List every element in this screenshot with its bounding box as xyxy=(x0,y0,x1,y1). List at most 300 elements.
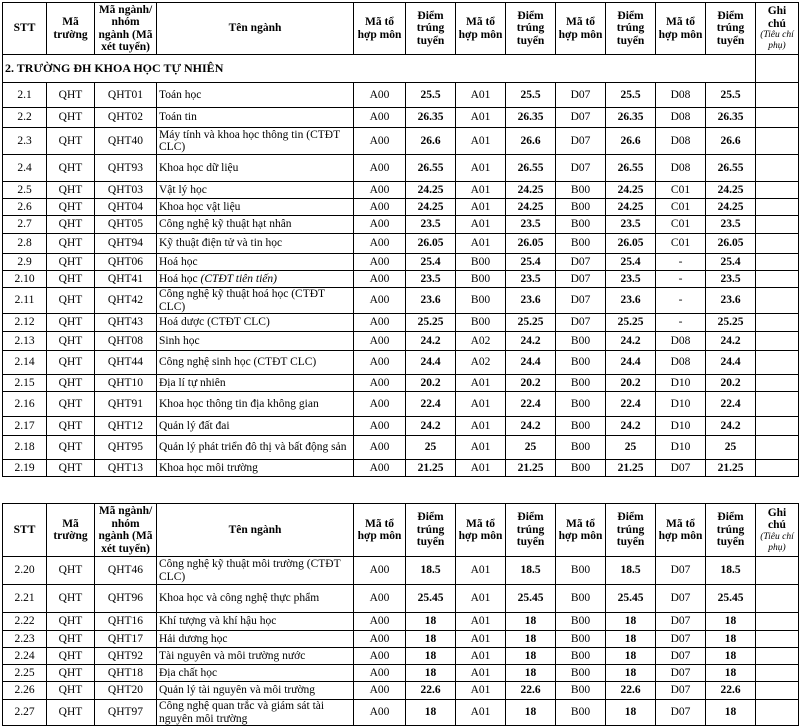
major-code-cell: QHT03 xyxy=(95,182,157,199)
header-major-code: Mã ngành/ nhóm ngành (Mã xét tuyển) xyxy=(95,3,157,55)
combo-1-cell: A00 xyxy=(354,234,406,254)
score-3-cell: 24.25 xyxy=(606,199,656,216)
score-2-cell: 26.55 xyxy=(506,155,556,182)
stt-cell: 2.15 xyxy=(3,375,47,392)
combo-4-cell: D08 xyxy=(656,351,706,375)
combo-3-cell: D07 xyxy=(556,128,606,155)
major-name-cell: Công nghệ kỹ thuật môi trường (CTĐT CLC) xyxy=(157,557,354,585)
header-combo-3: Mã tổ hợp môn xyxy=(556,504,606,557)
major-code-cell: QHT04 xyxy=(95,199,157,216)
table-row xyxy=(3,700,799,726)
header-score-2: Điểm trúng tuyển xyxy=(506,3,556,55)
combo-4-cell: D07 xyxy=(656,682,706,700)
stt-cell: 2.23 xyxy=(3,631,47,648)
combo-2-cell: A01 xyxy=(456,436,506,460)
major-code-cell: QHT95 xyxy=(95,436,157,460)
note-cell xyxy=(756,254,799,271)
school-code-cell: QHT xyxy=(47,375,95,392)
combo-1-cell: A00 xyxy=(354,216,406,234)
combo-4-cell: D07 xyxy=(656,648,706,665)
score-2-cell: 26.35 xyxy=(506,108,556,128)
combo-4-cell: C01 xyxy=(656,182,706,199)
score-3-cell: 24.2 xyxy=(606,417,656,436)
stt-cell: 2.9 xyxy=(3,254,47,271)
major-code-cell: QHT42 xyxy=(95,288,157,314)
score-3-cell: 26.05 xyxy=(606,234,656,254)
table-row xyxy=(3,375,799,392)
combo-2-cell: A01 xyxy=(456,417,506,436)
score-1-cell: 22.6 xyxy=(406,682,456,700)
combo-2-cell: A01 xyxy=(456,375,506,392)
combo-2-cell: A01 xyxy=(456,665,506,682)
combo-1-cell: A00 xyxy=(354,83,406,108)
major-code-cell: QHT12 xyxy=(95,417,157,436)
combo-3-cell: B00 xyxy=(556,234,606,254)
major-name-cell: Máy tính và khoa học thông tin (CTĐT CLC) xyxy=(157,128,354,155)
combo-1-cell: A00 xyxy=(354,182,406,199)
combo-2-cell: A02 xyxy=(456,351,506,375)
score-4-cell: 18 xyxy=(706,665,756,682)
table-row xyxy=(3,182,799,199)
score-2-cell: 22.6 xyxy=(506,682,556,700)
score-4-cell: 24.25 xyxy=(706,199,756,216)
table-row xyxy=(3,288,799,314)
score-4-cell: 18 xyxy=(706,631,756,648)
school-code-cell: QHT xyxy=(47,199,95,216)
score-1-cell: 20.2 xyxy=(406,375,456,392)
combo-4-cell: D07 xyxy=(656,613,706,631)
combo-1-cell: A00 xyxy=(354,128,406,155)
combo-4-cell: - xyxy=(656,254,706,271)
major-code-cell: QHT02 xyxy=(95,108,157,128)
note-cell xyxy=(756,271,799,288)
score-2-cell: 18 xyxy=(506,648,556,665)
combo-3-cell: D07 xyxy=(556,108,606,128)
score-1-cell: 24.25 xyxy=(406,182,456,199)
score-2-cell: 23.6 xyxy=(506,288,556,314)
major-name-cell: Kỹ thuật điện tử và tin học xyxy=(157,234,354,254)
table-row xyxy=(3,234,799,254)
combo-2-cell: A01 xyxy=(456,682,506,700)
combo-4-cell: D08 xyxy=(656,332,706,351)
score-1-cell: 18 xyxy=(406,648,456,665)
combo-3-cell: D07 xyxy=(556,288,606,314)
score-2-cell: 24.25 xyxy=(506,182,556,199)
header-combo-1: Mã tổ hợp môn xyxy=(354,3,406,55)
score-2-cell: 24.2 xyxy=(506,417,556,436)
table-row xyxy=(3,436,799,460)
combo-4-cell: D07 xyxy=(656,631,706,648)
school-code-cell: QHT xyxy=(47,108,95,128)
header-note-title: Ghi chú xyxy=(767,506,787,531)
combo-1-cell: A00 xyxy=(354,585,406,613)
score-1-cell: 25 xyxy=(406,436,456,460)
score-2-cell: 26.05 xyxy=(506,234,556,254)
table-row xyxy=(3,199,799,216)
header-combo-2: Mã tổ hợp môn xyxy=(456,3,506,55)
score-4-cell: 24.4 xyxy=(706,351,756,375)
combo-3-cell: B00 xyxy=(556,613,606,631)
note-cell xyxy=(756,288,799,314)
table-row xyxy=(3,216,799,234)
score-1-cell: 18.5 xyxy=(406,557,456,585)
score-4-cell: 26.35 xyxy=(706,108,756,128)
stt-cell: 2.27 xyxy=(3,700,47,726)
score-1-cell: 23.6 xyxy=(406,288,456,314)
table-row xyxy=(3,585,799,613)
combo-1-cell: A00 xyxy=(354,254,406,271)
major-name-cell: Toán học xyxy=(157,83,354,108)
score-2-cell: 24.4 xyxy=(506,351,556,375)
score-4-cell: 26.55 xyxy=(706,155,756,182)
school-code-cell: QHT xyxy=(47,314,95,332)
combo-2-cell: A01 xyxy=(456,128,506,155)
school-code-cell: QHT xyxy=(47,392,95,417)
major-code-cell: QHT96 xyxy=(95,585,157,613)
score-2-cell: 18 xyxy=(506,665,556,682)
combo-2-cell: B00 xyxy=(456,254,506,271)
score-4-cell: 18 xyxy=(706,648,756,665)
combo-1-cell: A00 xyxy=(354,271,406,288)
score-2-cell: 25.25 xyxy=(506,314,556,332)
header-note xyxy=(756,504,799,557)
score-1-cell: 25.25 xyxy=(406,314,456,332)
combo-4-cell: D08 xyxy=(656,108,706,128)
school-code-cell: QHT xyxy=(47,216,95,234)
note-cell xyxy=(756,182,799,199)
header-note-sub: (Tiêu chí phụ) xyxy=(760,30,794,51)
table-row xyxy=(3,83,799,108)
header-row xyxy=(3,3,799,55)
table-row xyxy=(3,557,799,585)
score-3-cell: 23.6 xyxy=(606,288,656,314)
header-combo-3: Mã tổ hợp môn xyxy=(556,3,606,55)
table-row xyxy=(3,351,799,375)
score-3-cell: 22.6 xyxy=(606,682,656,700)
major-code-cell: QHT18 xyxy=(95,665,157,682)
score-4-cell: 18 xyxy=(706,700,756,726)
header-note-sub: (Tiêu chí phụ) xyxy=(760,531,794,553)
stt-cell: 2.20 xyxy=(3,557,47,585)
score-4-cell: 24.25 xyxy=(706,182,756,199)
section-row xyxy=(3,55,799,83)
major-code-cell: QHT13 xyxy=(95,460,157,477)
header-score-3: Điểm trúng tuyển xyxy=(606,3,656,55)
table-row xyxy=(3,460,799,477)
combo-2-cell: B00 xyxy=(456,271,506,288)
score-1-cell: 24.2 xyxy=(406,332,456,351)
note-cell xyxy=(756,417,799,436)
school-code-cell: QHT xyxy=(47,128,95,155)
note-cell xyxy=(756,155,799,182)
combo-3-cell: B00 xyxy=(556,557,606,585)
note-cell xyxy=(756,351,799,375)
table-row xyxy=(3,314,799,332)
combo-3-cell: B00 xyxy=(556,351,606,375)
school-code-cell: QHT xyxy=(47,351,95,375)
combo-1-cell: A00 xyxy=(354,631,406,648)
major-code-cell: QHT06 xyxy=(95,254,157,271)
combo-2-cell: A01 xyxy=(456,199,506,216)
score-3-cell: 18 xyxy=(606,665,656,682)
combo-3-cell: B00 xyxy=(556,648,606,665)
table-row xyxy=(3,392,799,417)
score-1-cell: 21.25 xyxy=(406,460,456,477)
score-4-cell: 25.4 xyxy=(706,254,756,271)
header-major-name: Tên ngành xyxy=(157,504,354,557)
combo-3-cell: B00 xyxy=(556,332,606,351)
stt-cell: 2.10 xyxy=(3,271,47,288)
major-name-cell: Quản lý phát triển đô thị và bất động sản xyxy=(157,436,354,460)
combo-4-cell: C01 xyxy=(656,216,706,234)
major-code-cell: QHT40 xyxy=(95,128,157,155)
combo-3-cell: B00 xyxy=(556,216,606,234)
score-4-cell: 24.2 xyxy=(706,332,756,351)
note-cell xyxy=(756,128,799,155)
header-combo-4: Mã tổ hợp môn xyxy=(656,504,706,557)
combo-1-cell: A00 xyxy=(354,682,406,700)
major-code-cell: QHT10 xyxy=(95,375,157,392)
combo-1-cell: A00 xyxy=(354,351,406,375)
section-title: 2. TRƯỜNG ĐH KHOA HỌC TỰ NHIÊN xyxy=(3,55,756,83)
note-cell xyxy=(756,199,799,216)
table-row xyxy=(3,417,799,436)
combo-2-cell: A01 xyxy=(456,460,506,477)
score-2-cell: 25.5 xyxy=(506,83,556,108)
combo-2-cell: A01 xyxy=(456,155,506,182)
header-combo-1: Mã tổ hợp môn xyxy=(354,504,406,557)
combo-3-cell: B00 xyxy=(556,199,606,216)
table-row xyxy=(3,254,799,271)
combo-3-cell: D07 xyxy=(556,254,606,271)
combo-2-cell: A01 xyxy=(456,648,506,665)
major-name-cell: Toán tin xyxy=(157,108,354,128)
header-score-1: Điểm trúng tuyển xyxy=(406,504,456,557)
major-code-cell: QHT43 xyxy=(95,314,157,332)
score-3-cell: 23.5 xyxy=(606,216,656,234)
major-name-cell: Khoa học vật liệu xyxy=(157,199,354,216)
major-name-cell: Khoa học và công nghệ thực phẩm xyxy=(157,585,354,613)
admission-table-1 xyxy=(2,2,799,477)
header-score-4: Điểm trúng tuyển xyxy=(706,504,756,557)
table-row xyxy=(3,271,799,288)
score-3-cell: 21.25 xyxy=(606,460,656,477)
score-1-cell: 23.5 xyxy=(406,271,456,288)
score-3-cell: 18.5 xyxy=(606,557,656,585)
combo-1-cell: A00 xyxy=(354,332,406,351)
note-cell xyxy=(756,216,799,234)
score-2-cell: 26.6 xyxy=(506,128,556,155)
combo-4-cell: D10 xyxy=(656,417,706,436)
section-note-cell xyxy=(756,55,799,83)
major-name-cell: Quản lý đất đai xyxy=(157,417,354,436)
score-1-cell: 22.4 xyxy=(406,392,456,417)
major-name-cell: Quản lý tài nguyên và môi trường xyxy=(157,682,354,700)
combo-3-cell: B00 xyxy=(556,665,606,682)
school-code-cell: QHT xyxy=(47,557,95,585)
combo-4-cell: D07 xyxy=(656,700,706,726)
school-code-cell: QHT xyxy=(47,182,95,199)
school-code-cell: QHT xyxy=(47,460,95,477)
table-row xyxy=(3,665,799,682)
score-3-cell: 18 xyxy=(606,613,656,631)
score-2-cell: 24.2 xyxy=(506,332,556,351)
combo-4-cell: D08 xyxy=(656,128,706,155)
combo-4-cell: D10 xyxy=(656,392,706,417)
combo-1-cell: A00 xyxy=(354,557,406,585)
note-cell xyxy=(756,631,799,648)
combo-4-cell: C01 xyxy=(656,234,706,254)
score-3-cell: 25.25 xyxy=(606,314,656,332)
note-cell xyxy=(756,314,799,332)
score-3-cell: 24.25 xyxy=(606,182,656,199)
note-cell xyxy=(756,665,799,682)
score-1-cell: 25.5 xyxy=(406,83,456,108)
header-major-code: Mã ngành/ nhóm ngành (Mã xét tuyển) xyxy=(95,504,157,557)
stt-cell: 2.14 xyxy=(3,351,47,375)
header-score-2: Điểm trúng tuyển xyxy=(506,504,556,557)
stt-cell: 2.13 xyxy=(3,332,47,351)
note-cell xyxy=(756,375,799,392)
stt-cell: 2.5 xyxy=(3,182,47,199)
school-code-cell: QHT xyxy=(47,234,95,254)
combo-3-cell: D07 xyxy=(556,155,606,182)
combo-2-cell: A01 xyxy=(456,585,506,613)
score-2-cell: 18 xyxy=(506,631,556,648)
major-name-cell: Hoá dược (CTĐT CLC) xyxy=(157,314,354,332)
score-1-cell: 18 xyxy=(406,631,456,648)
combo-1-cell: A00 xyxy=(354,392,406,417)
header-score-3: Điểm trúng tuyển xyxy=(606,504,656,557)
score-3-cell: 26.35 xyxy=(606,108,656,128)
stt-cell: 2.2 xyxy=(3,108,47,128)
note-cell xyxy=(756,648,799,665)
combo-2-cell: A01 xyxy=(456,700,506,726)
table-row xyxy=(3,108,799,128)
note-cell xyxy=(756,108,799,128)
school-code-cell: QHT xyxy=(47,700,95,726)
score-4-cell: 18 xyxy=(706,613,756,631)
combo-3-cell: B00 xyxy=(556,631,606,648)
stt-cell: 2.16 xyxy=(3,392,47,417)
combo-3-cell: B00 xyxy=(556,700,606,726)
note-cell xyxy=(756,700,799,726)
score-2-cell: 24.25 xyxy=(506,199,556,216)
combo-4-cell: D07 xyxy=(656,665,706,682)
stt-cell: 2.26 xyxy=(3,682,47,700)
major-code-cell: QHT05 xyxy=(95,216,157,234)
combo-4-cell: D10 xyxy=(656,375,706,392)
school-code-cell: QHT xyxy=(47,288,95,314)
score-2-cell: 25.45 xyxy=(506,585,556,613)
major-name-cell: Hải dương học xyxy=(157,631,354,648)
major-name-cell: Khoa học môi trường xyxy=(157,460,354,477)
combo-2-cell: A01 xyxy=(456,83,506,108)
stt-cell: 2.17 xyxy=(3,417,47,436)
note-cell xyxy=(756,392,799,417)
score-4-cell: 23.5 xyxy=(706,271,756,288)
score-3-cell: 20.2 xyxy=(606,375,656,392)
major-name-cell: Công nghệ sinh học (CTĐT CLC) xyxy=(157,351,354,375)
stt-cell: 2.1 xyxy=(3,83,47,108)
combo-1-cell: A00 xyxy=(354,288,406,314)
score-3-cell: 24.4 xyxy=(606,351,656,375)
stt-cell: 2.8 xyxy=(3,234,47,254)
combo-3-cell: D07 xyxy=(556,314,606,332)
score-1-cell: 24.25 xyxy=(406,199,456,216)
program-type-text: (CTĐT tiên tiến) xyxy=(200,272,277,285)
score-2-cell: 25 xyxy=(506,436,556,460)
combo-1-cell: A00 xyxy=(354,648,406,665)
major-code-cell: QHT17 xyxy=(95,631,157,648)
major-name-cell: Công nghệ quan trắc và giám sát tài nguyên môi trường xyxy=(157,700,354,726)
table-row xyxy=(3,631,799,648)
score-3-cell: 26.6 xyxy=(606,128,656,155)
combo-3-cell: B00 xyxy=(556,392,606,417)
combo-1-cell: A00 xyxy=(354,700,406,726)
score-4-cell: 25.5 xyxy=(706,83,756,108)
school-code-cell: QHT xyxy=(47,332,95,351)
score-1-cell: 26.35 xyxy=(406,108,456,128)
score-3-cell: 24.2 xyxy=(606,332,656,351)
school-code-cell: QHT xyxy=(47,665,95,682)
note-cell xyxy=(756,585,799,613)
score-3-cell: 23.5 xyxy=(606,271,656,288)
header-stt: STT xyxy=(3,504,47,557)
major-name-cell xyxy=(157,271,354,288)
combo-2-cell: A01 xyxy=(456,216,506,234)
score-4-cell: 21.25 xyxy=(706,460,756,477)
combo-1-cell: A00 xyxy=(354,613,406,631)
score-2-cell: 21.25 xyxy=(506,460,556,477)
major-code-cell: QHT46 xyxy=(95,557,157,585)
combo-1-cell: A00 xyxy=(354,155,406,182)
stt-cell: 2.19 xyxy=(3,460,47,477)
school-code-cell: QHT xyxy=(47,613,95,631)
combo-3-cell: B00 xyxy=(556,417,606,436)
header-score-1: Điểm trúng tuyển xyxy=(406,3,456,55)
combo-4-cell: D08 xyxy=(656,155,706,182)
stt-cell: 2.25 xyxy=(3,665,47,682)
major-name-cell: Công nghệ kỹ thuật hạt nhân xyxy=(157,216,354,234)
combo-1-cell: A00 xyxy=(354,199,406,216)
major-name-cell: Tài nguyên và môi trường nước xyxy=(157,648,354,665)
combo-2-cell: A01 xyxy=(456,234,506,254)
major-name-cell: Sinh học xyxy=(157,332,354,351)
score-2-cell: 18 xyxy=(506,700,556,726)
score-3-cell: 18 xyxy=(606,631,656,648)
score-4-cell: 23.6 xyxy=(706,288,756,314)
score-4-cell: 26.05 xyxy=(706,234,756,254)
score-4-cell: 24.2 xyxy=(706,417,756,436)
table-row xyxy=(3,155,799,182)
school-code-cell: QHT xyxy=(47,631,95,648)
combo-4-cell: D07 xyxy=(656,585,706,613)
score-2-cell: 23.5 xyxy=(506,271,556,288)
score-2-cell: 22.4 xyxy=(506,392,556,417)
major-code-cell: QHT92 xyxy=(95,648,157,665)
school-code-cell: QHT xyxy=(47,83,95,108)
major-name-cell: Khí tượng và khí hậu học xyxy=(157,613,354,631)
school-code-cell: QHT xyxy=(47,271,95,288)
note-cell xyxy=(756,332,799,351)
combo-1-cell: A00 xyxy=(354,665,406,682)
score-4-cell: 25 xyxy=(706,436,756,460)
score-1-cell: 18 xyxy=(406,700,456,726)
combo-3-cell: B00 xyxy=(556,375,606,392)
header-combo-4: Mã tổ hợp môn xyxy=(656,3,706,55)
combo-4-cell: D10 xyxy=(656,436,706,460)
